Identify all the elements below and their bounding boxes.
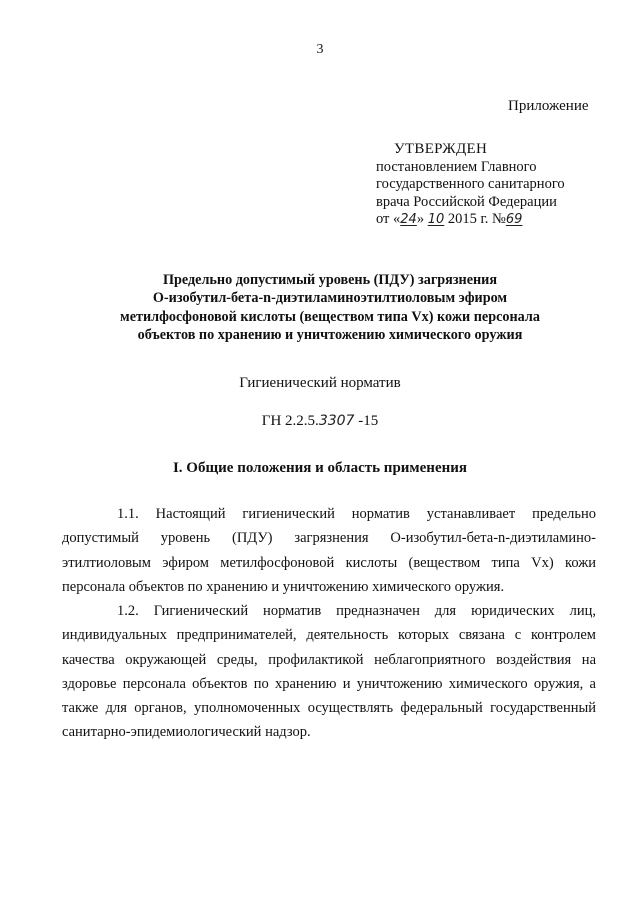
date-prefix: от « (376, 211, 401, 227)
paragraph-1-2: 1.2. Гигиенический норматив предназначен для юридических лиц, индивидуальных предпринимателей, деятельность которых связана с контролем качества окружающей среды, профилактикой неблагоприятного воздействия на здоровье персонала объектов по хранению и уничтожению химического оружия, а также для органов, уполномоченных осуществлять федеральный государственный санитарно-эпидемиологический надзор. (62, 603, 596, 741)
page-number: 3 (316, 42, 324, 57)
document-code (0, 413, 640, 430)
date-day-handwritten: 24 (400, 212, 417, 227)
approval-line-2: государственного санитарного (376, 176, 565, 192)
document-type: Гигиенический норматив (239, 375, 401, 391)
title-line: О-изобутил-бета-n-диэтиламиноэтилтиоловым эфиром (152, 290, 508, 307)
code-number-handwritten: 3307 (318, 413, 355, 429)
date-number-handwritten: 69 (505, 212, 523, 227)
appendix-label: Приложение (508, 98, 589, 114)
title-line: метилфосфоновой кислоты (веществом типа Vx) кожи персонала (120, 308, 540, 325)
date-mid: » (416, 211, 428, 227)
approval-line-3: врача Российской Федерации (376, 193, 557, 210)
date-year: 2015 г. № (444, 211, 506, 227)
paragraph-1-1: 1.1. Настоящий гигиенический норматив устанавливает предельно допустимый уровень (ПДУ) загрязнения О-изобутил-бета-n-диэтиламино-этилтиоловым эфиром метилфосфоновой кислоты (веществом типа Vx) кожи персонала объектов по хранению и уничтожению химического оружия. (62, 506, 596, 595)
section-heading: I. Общие положения и область применения (172, 460, 468, 476)
approval-line-1: постановлением Главного (376, 158, 537, 175)
document-title (60, 271, 600, 344)
title-line: объектов по хранению и уничтожению химического оружия (137, 326, 523, 343)
approval-block (376, 141, 616, 229)
code-prefix: ГН 2.2.5. (261, 413, 319, 429)
title-line: Предельно допустимый уровень (ПДУ) загрязнения (162, 272, 498, 288)
code-suffix: -15 (354, 413, 379, 429)
approval-heading: УТВЕРЖДЕН (394, 141, 488, 157)
date-month-handwritten: 10 (427, 212, 445, 227)
approval-date-line (376, 211, 616, 229)
